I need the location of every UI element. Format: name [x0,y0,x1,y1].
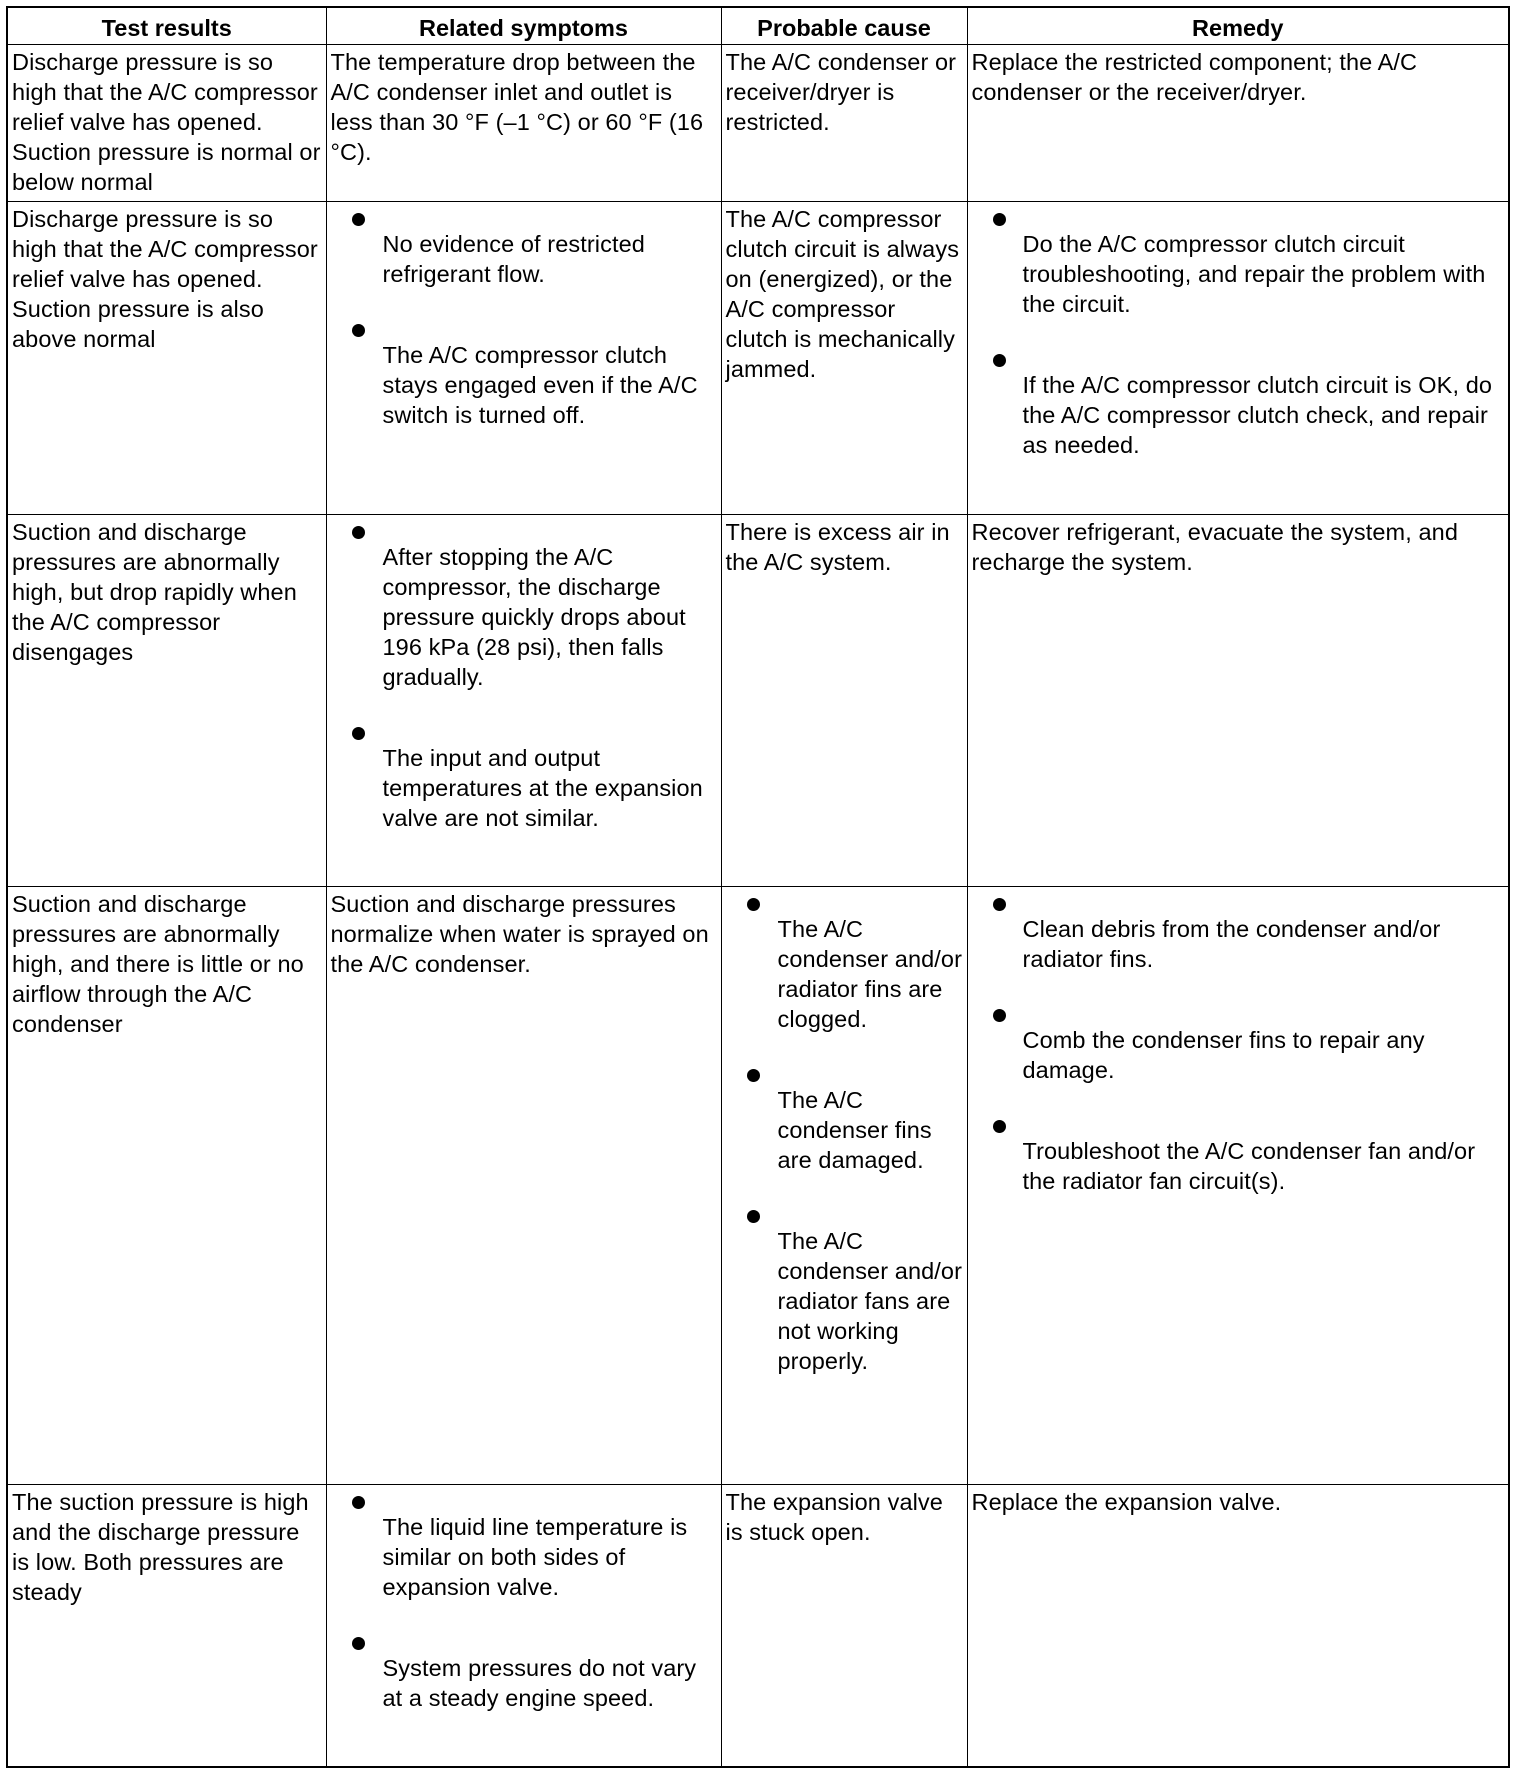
bullet-icon [352,1496,365,1509]
symptom-cell [326,515,721,887]
table-row [7,515,1509,887]
cause-cell: There is excess air in the A/C system. [721,515,967,887]
remedy-cell [967,202,1509,515]
bullet-icon [352,1637,365,1650]
list-item: Do the A/C compressor clutch circuit troubleshooting, and repair the problem with the circuit. [972,204,1506,319]
table-row [7,202,1509,515]
list-item: System pressures do not vary at a steady engine speed. [331,1628,718,1713]
bullet-icon [352,213,365,226]
list-item: Comb the condenser fins to repair any damage. [972,1000,1506,1085]
symptom-cell: The temperature drop between the A/C condenser inlet and outlet is less than 30 °F (–1 °C) or 60 °F (16 °C). [326,45,721,202]
header-related-symptoms: Related symptoms [326,7,721,45]
troubleshooting-table [6,6,1510,1768]
cause-cell: The A/C condenser or receiver/dryer is restricted. [721,45,967,202]
bullet-icon [993,898,1006,911]
remedy-cell: Recover refrigerant, evacuate the system, and recharge the system. [967,515,1509,887]
bullet-icon [993,213,1006,226]
header-test-results: Test results [7,7,326,45]
list-item: The A/C compressor clutch stays engaged even if the A/C switch is turned off. [331,315,718,430]
cause-cell [721,887,967,1485]
list-item: No evidence of restricted refrigerant flow. [331,204,718,289]
table-row [7,1485,1509,1767]
bullet-icon [747,1069,760,1082]
test-result-cell: Suction and discharge pressures are abnormally high, and there is little or no airflow through the A/C condenser [7,887,326,1485]
header-row [7,7,1509,45]
bullet-icon [352,324,365,337]
list-item: If the A/C compressor clutch circuit is OK, do the A/C compressor clutch check, and repair as needed. [972,345,1506,460]
cause-cell: The expansion valve is stuck open. [721,1485,967,1767]
bullet-icon [993,1009,1006,1022]
bullet-icon [352,526,365,539]
cause-cell: The A/C compressor clutch circuit is always on (energized), or the A/C compressor clutch is mechanically jammed. [721,202,967,515]
list-item: The liquid line temperature is similar on both sides of expansion valve. [331,1487,718,1602]
bullet-icon [747,898,760,911]
list-item: Clean debris from the condenser and/or radiator fins. [972,889,1506,974]
symptom-cell [326,1485,721,1767]
list-item: After stopping the A/C compressor, the discharge pressure quickly drops about 196 kPa (28 psi), then falls gradually. [331,517,718,692]
table-row [7,887,1509,1485]
list-item: The input and output temperatures at the expansion valve are not similar. [331,718,718,833]
header-probable-cause: Probable cause [721,7,967,45]
test-result-cell: The suction pressure is high and the discharge pressure is low. Both pressures are steady [7,1485,326,1767]
remedy-cell [967,887,1509,1485]
bullet-icon [352,727,365,740]
list-item: The A/C condenser and/or radiator fins are clogged. [726,889,964,1034]
list-item: Troubleshoot the A/C condenser fan and/or the radiator fan circuit(s). [972,1111,1506,1196]
table-row [7,45,1509,202]
header-remedy: Remedy [967,7,1509,45]
remedy-cell: Replace the expansion valve. [967,1485,1509,1767]
bullet-icon [993,1120,1006,1133]
list-item: The A/C condenser and/or radiator fans are not working properly. [726,1201,964,1376]
test-result-cell: Suction and discharge pressures are abnormally high, but drop rapidly when the A/C compressor disengages [7,515,326,887]
bullet-icon [993,354,1006,367]
symptom-cell [326,202,721,515]
test-result-cell: Discharge pressure is so high that the A/C compressor relief valve has opened. Suction pressure is normal or below normal [7,45,326,202]
list-item: The A/C condenser fins are damaged. [726,1060,964,1175]
bullet-icon [747,1210,760,1223]
test-result-cell: Discharge pressure is so high that the A/C compressor relief valve has opened. Suction pressure is also above normal [7,202,326,515]
remedy-cell: Replace the restricted component; the A/C condenser or the receiver/dryer. [967,45,1509,202]
symptom-cell: Suction and discharge pressures normalize when water is sprayed on the A/C condenser. [326,887,721,1485]
